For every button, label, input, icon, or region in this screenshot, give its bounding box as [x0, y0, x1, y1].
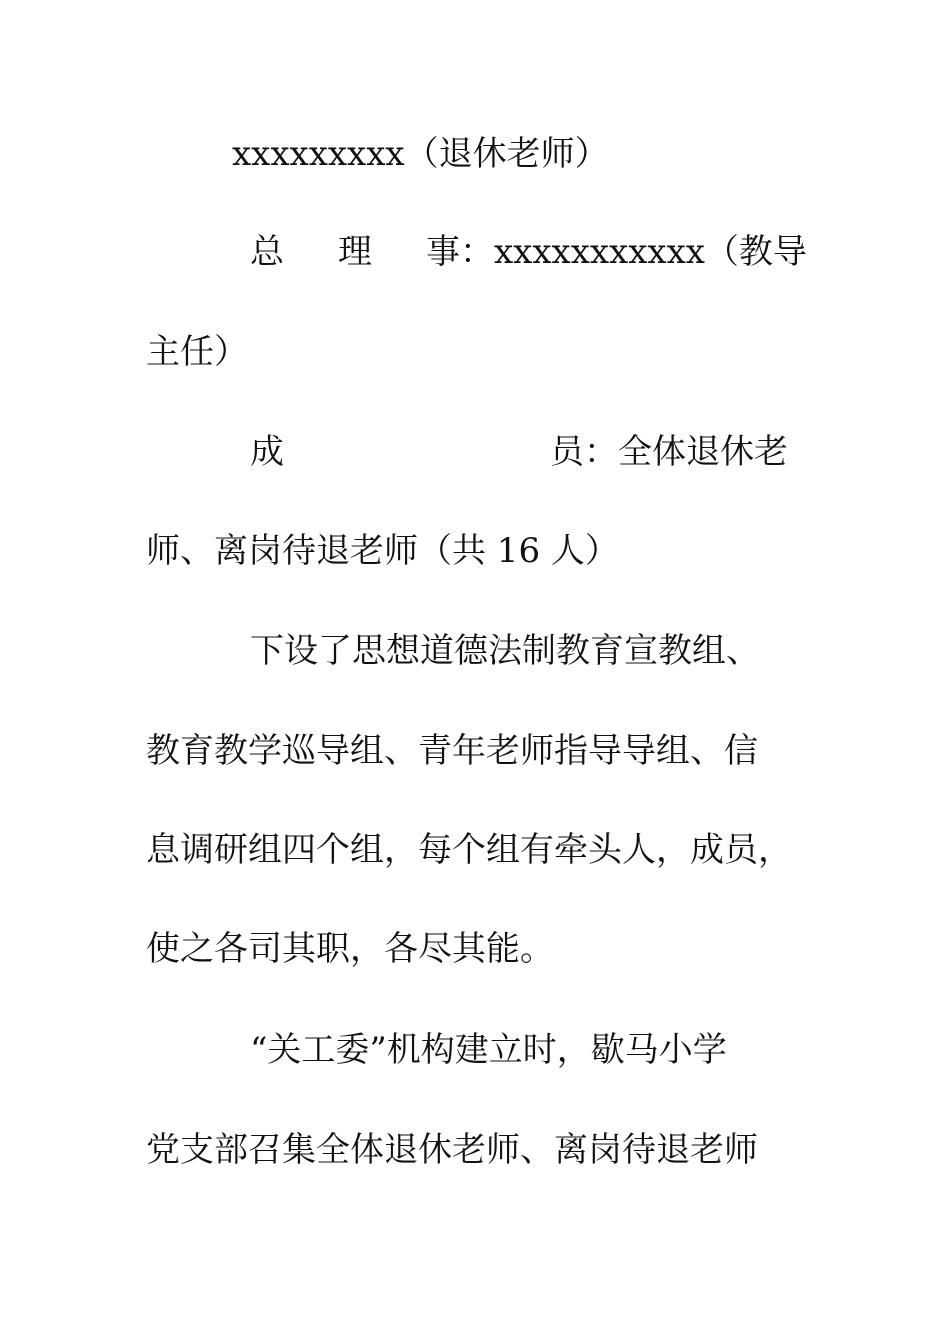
doc-line-5: 师、离岗待退老师（共 16 人）	[146, 531, 619, 571]
doc-line-4-text: 员：全体退休老	[550, 432, 788, 472]
doc-line-11: 党支部召集全体退休老师、离岗待退老师	[146, 1130, 758, 1170]
doc-line-8: 息调研组四个组，每个组有牵头人，成员，	[146, 830, 792, 870]
label-li: 理	[338, 232, 372, 272]
label-zong: 总	[250, 232, 284, 272]
doc-line-10: “关工委”机构建立时，歇马小学	[250, 1030, 727, 1070]
doc-line-1: xxxxxxxxx（退休老师）	[232, 134, 609, 174]
label-cheng: 成	[250, 432, 284, 472]
doc-line-6: 下设了思想道德法制教育宣教组、	[250, 631, 760, 671]
doc-line-9: 使之各司其职，各尽其能。	[146, 929, 554, 969]
doc-line-7: 教育教学巡导组、青年老师指导导组、信	[146, 731, 758, 771]
doc-line-2-text: 事：xxxxxxxxxxx（教导	[426, 232, 807, 272]
doc-line-3: 主任）	[146, 332, 248, 372]
